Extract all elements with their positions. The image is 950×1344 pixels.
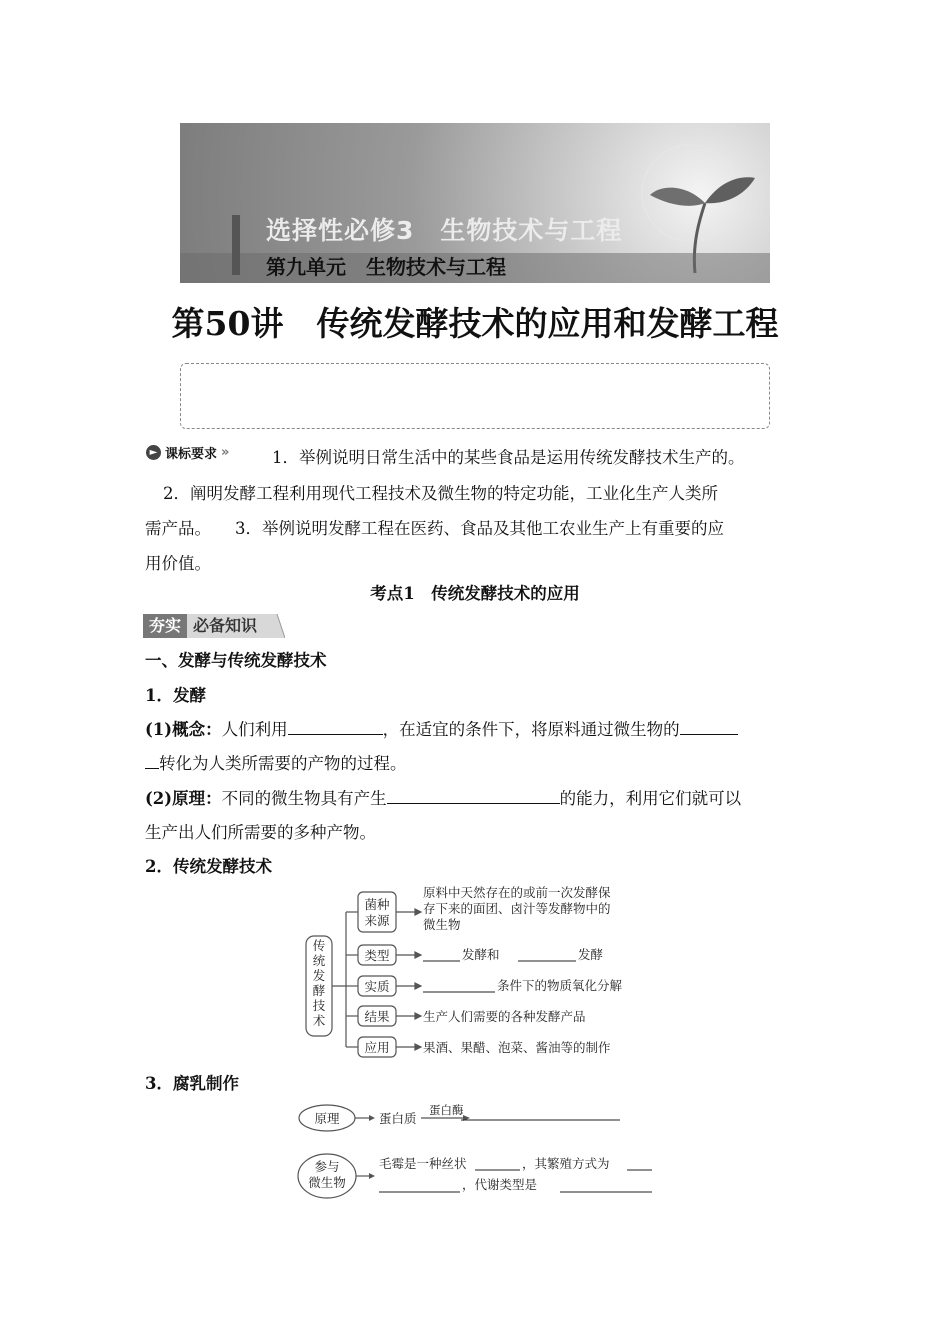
requirements-badge	[146, 443, 229, 462]
node-label-application: 应用	[364, 1040, 390, 1055]
badge-corner-decoration	[267, 614, 285, 638]
root-char: 发	[312, 968, 326, 983]
requirement-1: 1．举例说明日常生活中的某些食品是运用传统发酵技术生产的。	[272, 448, 745, 467]
knowledge-badge-left: 夯实	[143, 614, 187, 638]
connector-branches	[346, 912, 358, 1047]
arrows	[396, 909, 421, 1050]
requirement-3: 3．举例说明发酵工程在医药、食品及其他工农业生产上有重要的应	[235, 519, 724, 538]
furu-diagram	[295, 1098, 665, 1206]
banner-course-title: 选择性必修3 生物技术与工程	[266, 216, 623, 245]
root-label	[313, 938, 326, 1028]
lecture-title: 第50讲 传统发酵技术的应用和发酵工程	[171, 304, 779, 343]
node-label-essence: 实质	[364, 979, 390, 994]
unit-banner	[180, 123, 770, 283]
microbe-desc-2: ，代谢类型是	[462, 1177, 538, 1192]
concept-line-2	[145, 746, 407, 782]
blank-2-cont[interactable]	[145, 750, 159, 769]
node-label-source-1: 菌种	[364, 897, 390, 912]
microbe-desc-1b: ，其繁殖方式为	[522, 1156, 610, 1171]
subheading-fermentation: 1．发酵	[145, 686, 206, 705]
banner-unit-title: 第九单元 生物技术与工程	[266, 255, 506, 279]
knowledge-badge-right: 必备知识	[187, 614, 267, 638]
root-char: 酵	[312, 983, 326, 998]
desc-type-b: 发酵	[578, 947, 604, 962]
desc-source-2: 存下来的面团、卤汁等发酵物中的	[423, 901, 611, 916]
requirement-3-cont: 用价值。	[145, 554, 211, 573]
subheading-furu: 3．腐乳制作	[145, 1074, 239, 1093]
subheading-traditional: 2．传统发酵技术	[145, 857, 272, 876]
principle-line-2: 生产出人们所需要的多种产物。	[145, 823, 376, 842]
requirement-2-end: 需产品。	[145, 519, 211, 538]
traditional-fermentation-diagram	[300, 884, 650, 1064]
desc-result: 生产人们需要的各种发酵产品	[423, 1009, 586, 1024]
blank-3[interactable]	[387, 785, 560, 804]
root-char: 术	[312, 1013, 326, 1028]
concept-label: (1)概念：	[145, 720, 222, 739]
concept-text-1: 人们利用	[221, 720, 288, 739]
desc-type-a: 发酵和	[462, 947, 500, 962]
principle-label: (2)原理：	[145, 789, 222, 808]
desc-source-1: 原料中天然存在的或前一次发酵保	[423, 885, 611, 900]
enzyme-text: 蛋白酶	[429, 1103, 464, 1117]
principle-line-1	[145, 781, 741, 817]
root-char: 传	[312, 938, 326, 953]
microbe-desc-1a: 毛霉是一种丝状	[379, 1156, 467, 1171]
requirements-badge-label: 课标要求	[165, 447, 218, 462]
microbe-label-2: 微生物	[308, 1175, 346, 1190]
section-heading-1: 一、发酵与传统发酵技术	[145, 651, 327, 670]
concept-text-2: ，在适宜的条件下，将原料通过微生物的	[382, 720, 680, 739]
knowledge-badge	[143, 614, 285, 638]
principle-text-2: 的能力，利用它们就可以	[559, 789, 742, 808]
empty-dashed-box	[180, 363, 770, 429]
root-char: 统	[312, 953, 326, 968]
desc-source-3: 微生物	[423, 917, 461, 932]
connector-trunk	[332, 912, 346, 1047]
blank-2[interactable]	[680, 716, 738, 735]
arrow-right-icon: ►	[146, 445, 161, 460]
concept-line-1	[145, 712, 738, 748]
double-chevron-icon: »	[221, 445, 230, 460]
blank-1[interactable]	[288, 716, 383, 735]
exam-point-heading: 考点1 传统发酵技术的应用	[370, 584, 580, 603]
principle-text-1: 不同的微生物具有产生	[221, 789, 387, 808]
requirement-2-cont	[145, 511, 724, 547]
banner-accent-bar	[232, 215, 240, 275]
requirement-2: 2．阐明发酵工程利用现代工程技术及微生物的特定功能，工业化生产人类所	[163, 484, 718, 503]
root-char: 技	[312, 998, 326, 1013]
principle-ellipse-label: 原理	[314, 1111, 340, 1126]
substrate-text: 蛋白质	[379, 1111, 417, 1126]
node-label-type: 类型	[364, 948, 390, 963]
node-label-result: 结果	[364, 1009, 390, 1024]
node-label-source-2: 来源	[364, 913, 390, 928]
microbe-label-1: 参与	[314, 1159, 340, 1174]
desc-essence: 条件下的物质氧化分解	[497, 978, 623, 993]
desc-application: 果酒、果醋、泡菜、酱油等的制作	[423, 1040, 611, 1055]
concept-text-3: 转化为人类所需要的产物的过程。	[159, 754, 407, 773]
